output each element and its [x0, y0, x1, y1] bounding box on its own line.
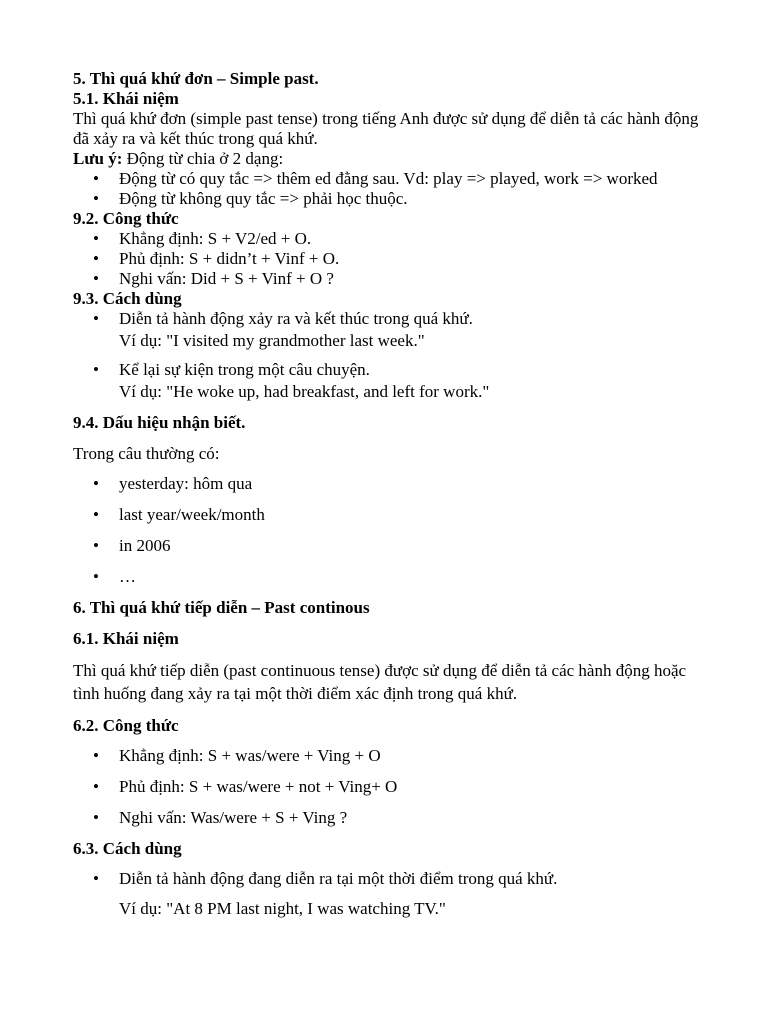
- section-6-3-title: 6.3. Cách dùng: [73, 839, 182, 858]
- list-item: • in 2006: [73, 536, 708, 556]
- list-item: • last year/week/month: [73, 505, 708, 525]
- usage-text: Diễn tả hành động xảy ra và kết thúc trong quá khứ.: [119, 309, 473, 328]
- formula-list: [73, 229, 708, 289]
- list-item: • Phủ định: S + didn’t + Vinf + O.: [73, 249, 708, 269]
- list-item: • yesterday: hôm qua: [73, 474, 708, 494]
- section-6-1-body: Thì quá khứ tiếp diễn (past continuous tense) được sử dụng để diễn tả các hành động hoặc tình huống đang xảy ra tại một thời điểm xác định trong quá khứ.: [73, 661, 687, 703]
- usage-list: [73, 309, 708, 403]
- section-5-title: 5. Thì quá khứ đơn – Simple past.: [73, 69, 319, 88]
- list-item: • Động từ không quy tắc => phải học thuộc.: [73, 189, 708, 209]
- list-item: • …: [73, 567, 708, 587]
- list-item: • Khẳng định: S + V2/ed + O.: [73, 229, 708, 249]
- list-item: • Khẳng định: S + was/were + Ving + O: [73, 746, 708, 766]
- usage-example: Ví dụ: "He woke up, had breakfast, and left for work.": [119, 382, 490, 401]
- list-item: [73, 309, 708, 352]
- usage-list-6: [73, 869, 708, 889]
- list-item: [73, 360, 708, 403]
- formula-list-6: [73, 746, 708, 828]
- section-9-3-title: 9.3. Cách dùng: [73, 289, 182, 308]
- note-line: [73, 149, 708, 169]
- list-item: • Phủ định: S + was/were + not + Ving+ O: [73, 777, 708, 797]
- section-6-title: 6. Thì quá khứ tiếp diễn – Past continous: [73, 598, 370, 617]
- list-item: • Động từ có quy tắc => thêm ed đằng sau. Vd: play => played, work => worked: [73, 169, 708, 189]
- usage-example-6: Ví dụ: "At 8 PM last night, I was watching TV.": [119, 899, 446, 918]
- section-9-4-title: 9.4. Dấu hiệu nhận biết.: [73, 413, 246, 432]
- section-6-2-title: 6.2. Công thức: [73, 716, 179, 735]
- signal-list: [73, 474, 708, 587]
- section-5-1-title: 5.1. Khái niệm: [73, 89, 179, 108]
- section-9-4-intro: Trong câu thường có:: [73, 444, 220, 463]
- usage-text: Kể lại sự kiện trong một câu chuyện.: [119, 360, 370, 379]
- section-5-1-body: Thì quá khứ đơn (simple past tense) trong tiếng Anh được sử dụng để diễn tả các hành động đã xảy ra và kết thúc trong quá khứ.: [73, 109, 699, 148]
- usage-example: Ví dụ: "I visited my grandmother last week.": [119, 331, 425, 350]
- note-list: [73, 169, 708, 209]
- section-9-2-title: 9.2. Công thức: [73, 209, 179, 228]
- note-label: Lưu ý:: [73, 149, 123, 168]
- list-item: • Diễn tả hành động đang diễn ra tại một thời điểm trong quá khứ.: [73, 869, 708, 889]
- list-item: • Nghi vấn: Did + S + Vinf + O ?: [73, 269, 708, 289]
- list-item: • Nghi vấn: Was/were + S + Ving ?: [73, 808, 708, 828]
- note-text: Động từ chia ở 2 dạng:: [122, 149, 284, 168]
- section-6-1-title: 6.1. Khái niệm: [73, 629, 179, 648]
